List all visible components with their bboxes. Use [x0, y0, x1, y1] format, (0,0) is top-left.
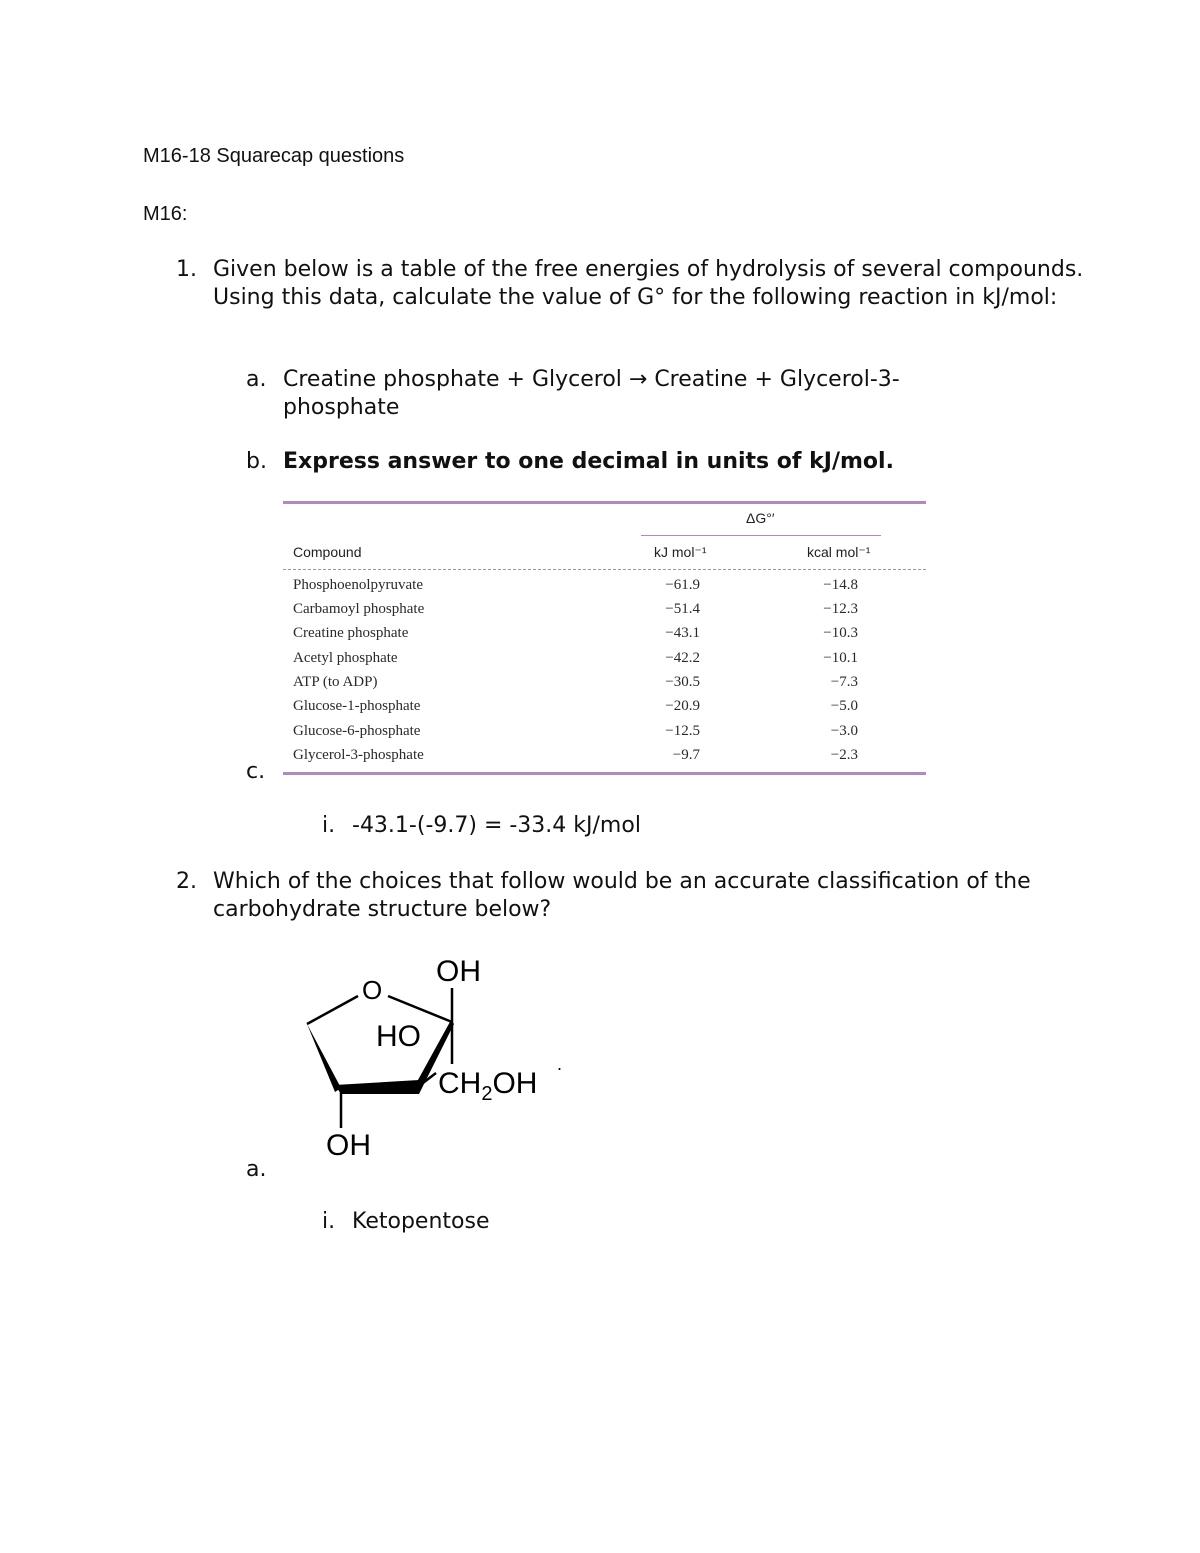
question-2-part-a-letter: a.	[246, 1157, 267, 1182]
ring-oxygen-label: O	[362, 975, 383, 1005]
question-1-part-a-letter: a.	[246, 367, 267, 392]
table-row	[283, 648, 926, 672]
question-2-number: 2.	[176, 869, 197, 894]
table-row	[283, 623, 926, 647]
kcal-column-header: kcal mol⁻¹	[807, 544, 871, 560]
kj-value: −61.9	[665, 577, 700, 593]
kj-value: −42.2	[665, 650, 700, 666]
kcal-value: −7.3	[830, 674, 858, 690]
compound-name: Acetyl phosphate	[293, 650, 398, 666]
delta-g-header: ΔG°′	[746, 510, 775, 526]
question-1-part-a-reaction: Creatine phosphate + Glycerol → Creatine + Glycerol-3-phosphate	[283, 367, 900, 420]
compound-name: Glucose-1-phosphate	[293, 698, 421, 714]
kj-value: −12.5	[665, 723, 700, 739]
kcal-value: −12.3	[823, 601, 858, 617]
ho-label: HO	[376, 1020, 421, 1053]
table-row	[283, 672, 926, 696]
question-2-answer-number: i.	[322, 1209, 336, 1234]
kj-value: −30.5	[665, 674, 700, 690]
document-title: M16-18 Squarecap questions	[143, 145, 405, 167]
table-row	[283, 721, 926, 745]
table-top-rule	[283, 501, 926, 504]
question-2-answer-text: Ketopentose	[352, 1209, 490, 1234]
delta-g-rule	[641, 535, 881, 536]
compound-column-header: Compound	[293, 544, 362, 560]
compound-name: Creatine phosphate	[293, 625, 409, 641]
compound-name: Carbamoyl phosphate	[293, 601, 425, 617]
kcal-value: −10.3	[823, 625, 858, 641]
free-energy-table	[283, 501, 926, 776]
question-1-answer-text: -43.1-(-9.7) = -33.4 kJ/mol	[352, 813, 641, 838]
table-row	[283, 575, 926, 599]
table-bottom-rule	[283, 772, 926, 775]
fructofuranose-structure	[295, 948, 585, 1170]
kj-value: −20.9	[665, 698, 700, 714]
kj-value: −51.4	[665, 601, 700, 617]
question-1-part-b-letter: b.	[246, 449, 267, 474]
ring-wedge-bond	[307, 1024, 341, 1092]
oh-top-label: OH	[436, 955, 481, 988]
table-row	[283, 745, 926, 769]
question-2-text: Which of the choices that follow would be an accurate classification of the carbohydrate structure below?	[213, 869, 1031, 922]
kcal-value: −14.8	[823, 577, 858, 593]
section-heading: M16:	[143, 203, 188, 225]
ring-wedge-bond	[335, 1080, 419, 1094]
table-row	[283, 696, 926, 720]
kj-column-header: kJ mol⁻¹	[654, 544, 707, 560]
compound-name: Glucose-6-phosphate	[293, 723, 421, 739]
oh-bottom-label: OH	[326, 1129, 371, 1162]
compound-name: Phosphoenolpyruvate	[293, 577, 423, 593]
question-1-part-b-instruction: Express answer to one decimal in units of kJ/mol.	[283, 449, 894, 474]
ch2oh-label: $CH_2OH$	[438, 1067, 538, 1105]
question-1-text: Given below is a table of the free energies of hydrolysis of several compounds. Using this data, calculate the value of G° for the following reaction in kJ/mol:	[213, 257, 1084, 310]
compound-name: ATP (to ADP)	[293, 674, 378, 690]
ring-bond	[307, 996, 358, 1024]
ring-bond	[388, 996, 452, 1022]
kcal-value: −2.3	[830, 747, 858, 763]
kj-value: −9.7	[672, 747, 700, 763]
kcal-value: −5.0	[830, 698, 858, 714]
kj-value: −43.1	[665, 625, 700, 641]
table-header-divider	[283, 569, 926, 570]
kcal-value: −3.0	[830, 723, 858, 739]
compound-name: Glycerol-3-phosphate	[293, 747, 424, 763]
table-row	[283, 599, 926, 623]
question-1-number: 1.	[176, 257, 197, 282]
question-1-answer-number: i.	[322, 813, 336, 838]
question-1-part-c-letter: c.	[246, 759, 266, 784]
structure-period: .	[557, 1054, 563, 1074]
kcal-value: −10.1	[823, 650, 858, 666]
